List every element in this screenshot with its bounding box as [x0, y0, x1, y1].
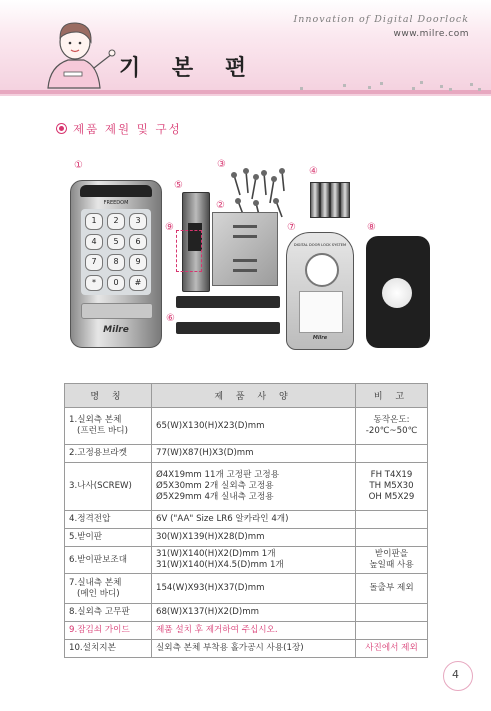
cell-name: [65, 547, 152, 574]
key-1[interactable]: 1: [85, 213, 103, 230]
cell-line: (메인 바디): [77, 588, 120, 599]
cell-line: 제품 설치 후 제거하여 주십시오.: [156, 625, 278, 635]
cell-note: [356, 547, 428, 574]
cell-line: 1.실외측 본체: [69, 415, 122, 425]
cell-line: Ø4X19mm 11개 고정판 고정용: [156, 470, 280, 480]
cell-name: [65, 604, 152, 622]
table-row: [65, 445, 428, 463]
cell-line: 6.받이판보조대: [69, 554, 128, 565]
cell-name: [65, 463, 152, 511]
key-8[interactable]: 8: [107, 254, 125, 271]
table-row: [65, 529, 428, 547]
cell-spec: [152, 547, 356, 574]
cell-spec: [152, 574, 356, 604]
outside-rubber-pad: [366, 236, 430, 348]
cell-line: 31(W)X140(H)X4.5(D)mm 1개: [156, 560, 284, 570]
table-row: [65, 408, 428, 445]
cell-line: 30(W)X139(H)X28(D)mm: [156, 532, 265, 542]
key-2[interactable]: 2: [107, 213, 125, 230]
subheading: [56, 121, 182, 137]
cell-line: 3.나사(SCREW): [69, 481, 132, 491]
label-bracket: ②: [216, 200, 225, 211]
label-batteries: ④: [309, 166, 318, 177]
label-keypad: ①: [74, 160, 83, 171]
cell-note: [356, 640, 428, 658]
cell-line: 받이판을: [374, 549, 409, 559]
cell-name: [65, 511, 152, 529]
table-row: [65, 604, 428, 622]
plate-support-2: [176, 322, 280, 334]
keypad-brand-top: FREEDOM: [103, 200, 129, 206]
cell-line: Ø5X30mm 2개 실외측 고정용: [156, 481, 274, 491]
cell-line: 6V ("AA" Size LR6 알카라인 4개): [156, 514, 289, 524]
header-name: 명 칭: [65, 384, 152, 408]
cell-note: [356, 574, 428, 604]
cell-line: 돌출부 제외: [369, 583, 414, 593]
batteries: [310, 180, 350, 218]
cell-note: [356, 622, 428, 640]
cell-line: 5.받이판: [69, 532, 103, 542]
cell-line: 2.고정용브라켓: [69, 448, 128, 458]
cell-line: 4.정격전압: [69, 514, 111, 524]
cell-spec: [152, 604, 356, 622]
table-row: [65, 574, 428, 604]
table-row: [65, 640, 428, 658]
cell-line: 사진에서 제외: [365, 643, 418, 653]
cell-spec: [152, 511, 356, 529]
label-latch-guide: ⑨: [165, 222, 174, 233]
key-7[interactable]: 7: [85, 254, 103, 271]
section-title: 기 본 편: [119, 56, 259, 81]
plate-support-1: [176, 296, 280, 308]
inside-body-label: DIGITAL DOOR LOCK SYSTEM: [293, 243, 347, 247]
outside-keypad-body: [70, 180, 162, 348]
key-hash[interactable]: #: [129, 275, 147, 292]
table-row: [65, 511, 428, 529]
table-row: [65, 547, 428, 574]
header-note: 비 고: [356, 384, 428, 408]
label-strike-plate: ⑤: [174, 180, 183, 191]
cell-line: 동작온도:: [373, 415, 410, 425]
key-0[interactable]: 0: [107, 275, 125, 292]
cell-line: 77(W)X87(H)X3(D)mm: [156, 448, 254, 458]
cell-line: 7.실내측 본체: [69, 577, 122, 588]
cell-line: 31(W)X140(H)X2(D)mm 1개: [156, 549, 276, 559]
key-9[interactable]: 9: [129, 254, 147, 271]
bullet-icon: [56, 123, 67, 134]
label-rubber-pad: ⑧: [367, 222, 376, 233]
tagline: Innovation of Digital Doorlock: [293, 14, 469, 25]
presenter-illustration: [38, 16, 116, 96]
keypad-grid: [81, 209, 151, 295]
header-spec: 제 품 사 양: [152, 384, 356, 408]
inside-main-body: [286, 232, 354, 350]
inside-body-brand: Milre: [312, 335, 328, 341]
cell-name: [65, 408, 152, 445]
cell-spec: [152, 640, 356, 658]
subheading-text: 제품 제원 및 구성: [73, 122, 182, 136]
cell-spec: [152, 408, 356, 445]
cell-line: 154(W)X93(H)X37(D)mm: [156, 583, 265, 593]
keypad-brand-logo: Milre: [103, 325, 129, 335]
page-number: 4: [452, 668, 459, 681]
cell-line: -20℃~50℃: [365, 426, 418, 436]
cell-line: 9.잠김쇠 가이드: [69, 625, 130, 635]
label-screws: ③: [217, 159, 226, 170]
cell-line: Ø5X29mm 4개 실내측 고정용: [156, 492, 274, 502]
table-row: [65, 622, 428, 640]
cell-name: [65, 574, 152, 604]
cell-note: [356, 529, 428, 547]
cell-line: 10.설치지본: [69, 643, 116, 653]
cell-spec: [152, 622, 356, 640]
page-number-circle: [443, 661, 473, 691]
cell-note: [356, 463, 428, 511]
cell-name: [65, 622, 152, 640]
cell-name: [65, 640, 152, 658]
key-6[interactable]: 6: [129, 234, 147, 251]
cell-note: [356, 604, 428, 622]
table-row: [65, 463, 428, 511]
key-4[interactable]: 4: [85, 234, 103, 251]
cell-name: [65, 529, 152, 547]
fixing-bracket: [212, 212, 278, 286]
cell-spec: [152, 463, 356, 511]
cell-spec: [152, 529, 356, 547]
cell-note: [356, 511, 428, 529]
cell-line: 68(W)X137(H)X2(D)mm: [156, 607, 260, 617]
cell-note: [356, 445, 428, 463]
cell-name: [65, 445, 152, 463]
key-5[interactable]: 5: [107, 234, 125, 251]
cell-line: 실외측 본체 부착용 홀가공시 사용(1장): [156, 643, 304, 653]
spec-table: [64, 383, 428, 658]
table-header-row: [65, 384, 428, 408]
website-url: www.milre.com: [393, 29, 469, 39]
key-3[interactable]: 3: [129, 213, 147, 230]
cell-spec: [152, 445, 356, 463]
cell-note: [356, 408, 428, 445]
latch-guide-highlight: [176, 230, 202, 272]
cell-line: 65(W)X130(H)X23(D)mm: [156, 420, 265, 431]
cell-line: 8.실외측 고무판: [69, 607, 130, 617]
label-inside-body: ⑦: [287, 222, 296, 233]
cell-line: OH M5X29: [368, 492, 415, 502]
cell-line: 높일때 사용: [369, 560, 414, 570]
cell-line: (프런트 바디): [77, 426, 128, 436]
label-plate-support: ⑥: [166, 313, 175, 324]
cell-line: FH T4X19: [370, 470, 413, 480]
key-star[interactable]: *: [85, 275, 103, 292]
cell-line: TH M5X30: [369, 481, 414, 491]
